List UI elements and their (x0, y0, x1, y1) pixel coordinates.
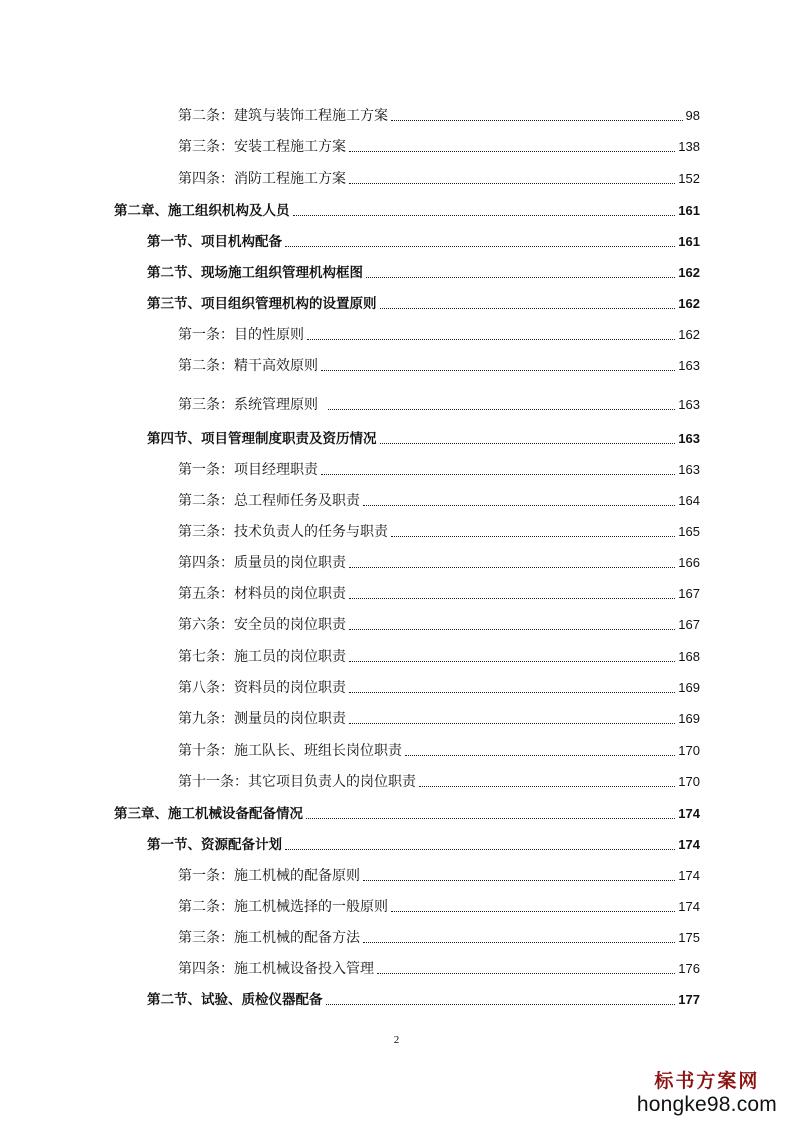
toc-entry-title: 第三条：技术负责人的任务与职责 (178, 524, 388, 540)
dot-leader (391, 910, 675, 912)
toc-entry-page: 170 (678, 774, 700, 789)
toc-entry-page: 138 (678, 139, 700, 154)
dot-leader (391, 535, 675, 537)
dot-leader (391, 119, 683, 121)
dot-leader (328, 408, 675, 410)
toc-entry-page: 169 (678, 711, 700, 726)
toc-entry-page: 170 (678, 743, 700, 758)
toc-entry-title: 第三条：系统管理原则 (178, 397, 318, 413)
toc-entry-page: 163 (678, 397, 700, 412)
toc-chapter[interactable] (114, 801, 700, 823)
toc-entry[interactable] (178, 392, 700, 414)
dot-leader (349, 691, 675, 693)
dot-leader (349, 628, 675, 630)
toc-entry[interactable] (178, 322, 700, 344)
toc-entry-page: 167 (678, 617, 700, 632)
toc-entry[interactable] (178, 581, 700, 603)
toc-entry-page: 167 (678, 586, 700, 601)
dot-leader (363, 504, 675, 506)
watermark (637, 1072, 777, 1115)
toc-entry-page: 174 (678, 899, 700, 914)
watermark-site-name: 标书方案网 (654, 1070, 760, 1092)
toc-entry[interactable] (178, 519, 700, 541)
dot-leader (380, 442, 676, 444)
toc-section[interactable] (147, 987, 700, 1009)
toc-entry-page: 163 (678, 431, 700, 446)
toc-entry-title: 第三条：安装工程施工方案 (178, 139, 346, 155)
dot-leader (285, 245, 675, 247)
dot-leader (307, 338, 675, 340)
toc-entry[interactable] (178, 134, 700, 156)
toc-entry-page: 98 (685, 108, 700, 123)
toc-entry[interactable] (178, 863, 700, 885)
toc-entry[interactable] (178, 550, 700, 572)
toc-entry-page: 161 (678, 234, 700, 249)
toc-entry-title: 第二条：施工机械选择的一般原则 (178, 899, 388, 915)
toc-section[interactable] (147, 291, 700, 313)
toc-entry-title: 第二条：建筑与装饰工程施工方案 (178, 108, 388, 124)
toc-entry-title: 第八条：资料员的岗位职责 (178, 680, 346, 696)
toc-entry-page: 165 (678, 524, 700, 539)
toc-entry-page: 162 (678, 296, 700, 311)
toc-entry-title: 第二章、施工组织机构及人员 (114, 203, 290, 219)
toc-entry[interactable] (178, 457, 700, 479)
dot-leader (349, 150, 675, 152)
toc-entry[interactable] (178, 353, 700, 375)
toc-entry-title: 第四条：施工机械设备投入管理 (178, 961, 374, 977)
toc-entry-title: 第一节、项目机构配备 (147, 234, 282, 250)
dot-leader (363, 941, 675, 943)
toc-entry-title: 第十一条：其它项目负责人的岗位职责 (178, 774, 416, 790)
dot-leader (349, 722, 675, 724)
toc-entry-page: 162 (678, 265, 700, 280)
dot-leader (377, 972, 675, 974)
toc-entry-page: 175 (678, 930, 700, 945)
dot-leader (419, 785, 675, 787)
toc-entry[interactable] (178, 103, 700, 125)
toc-entry-page: 163 (678, 462, 700, 477)
toc-entry-title: 第一条：施工机械的配备原则 (178, 868, 360, 884)
dot-leader (293, 214, 676, 216)
toc-entry-title: 第五条：材料员的岗位职责 (178, 586, 346, 602)
toc-entry-title: 第七条：施工员的岗位职责 (178, 649, 346, 665)
toc-entry-page: 169 (678, 680, 700, 695)
page-number: 2 (393, 1034, 400, 1046)
toc-entry-page: 162 (678, 327, 700, 342)
toc-entry[interactable] (178, 738, 700, 760)
toc-entry-page: 176 (678, 961, 700, 976)
toc-entry-title: 第四节、项目管理制度职责及资历情况 (147, 431, 377, 447)
toc-entry[interactable] (178, 644, 700, 666)
toc-chapter[interactable] (114, 198, 700, 220)
dot-leader (366, 276, 675, 278)
toc-entry-title: 第一节、资源配备计划 (147, 837, 282, 853)
watermark-url: hongke98.com (636, 1093, 777, 1116)
toc-section[interactable] (147, 426, 700, 448)
toc-entry-title: 第三章、施工机械设备配备情况 (114, 806, 303, 822)
toc-entry-title: 第二节、现场施工组织管理机构框图 (147, 265, 363, 281)
toc-entry[interactable] (178, 166, 700, 188)
toc-entry-title: 第一条：项目经理职责 (178, 462, 318, 478)
toc-entry[interactable] (178, 925, 700, 947)
dot-leader (321, 473, 675, 475)
toc-entry-title: 第四条：消防工程施工方案 (178, 171, 346, 187)
toc-entry-title: 第三条：施工机械的配备方法 (178, 930, 360, 946)
toc-entry[interactable] (178, 894, 700, 916)
toc-entry-page: 174 (678, 806, 700, 821)
toc-section[interactable] (147, 832, 700, 854)
dot-leader (326, 1003, 676, 1005)
toc-entry-title: 第六条：安全员的岗位职责 (178, 617, 346, 633)
toc-entry-page: 174 (678, 868, 700, 883)
toc-entry-title: 第三节、项目组织管理机构的设置原则 (147, 296, 377, 312)
toc-entry-title: 第十条：施工队长、班组长岗位职责 (178, 743, 402, 759)
dot-leader (349, 660, 675, 662)
toc-entry[interactable] (178, 706, 700, 728)
toc-entry[interactable] (178, 956, 700, 978)
toc-entry-title: 第二节、试验、质检仪器配备 (147, 992, 323, 1008)
dot-leader (380, 307, 676, 309)
dot-leader (349, 597, 675, 599)
toc-entry-title: 第四条：质量员的岗位职责 (178, 555, 346, 571)
toc-entry-page: 163 (678, 358, 700, 373)
toc-section[interactable] (147, 260, 700, 282)
toc-entry-title: 第九条：测量员的岗位职责 (178, 711, 346, 727)
toc-entry-title: 第二条：总工程师任务及职责 (178, 493, 360, 509)
toc-section[interactable] (147, 229, 700, 251)
toc-entry-page: 174 (678, 837, 700, 852)
dot-leader (349, 182, 675, 184)
toc-entry-title: 第一条：目的性原则 (178, 327, 304, 343)
dot-leader (349, 566, 675, 568)
toc-entry[interactable] (178, 769, 700, 791)
toc-entry[interactable] (178, 612, 700, 634)
toc-entry-page: 168 (678, 649, 700, 664)
dot-leader (405, 754, 675, 756)
toc-entry-page: 177 (678, 992, 700, 1007)
dot-leader (285, 848, 675, 850)
toc-entry-page: 152 (678, 171, 700, 186)
toc-entry-title: 第二条：精干高效原则 (178, 358, 318, 374)
toc-entry-page: 161 (678, 203, 700, 218)
dot-leader (321, 369, 675, 371)
toc-entry[interactable] (178, 675, 700, 697)
toc-entry[interactable] (178, 488, 700, 510)
toc-entry-page: 166 (678, 555, 700, 570)
dot-leader (363, 879, 675, 881)
toc-entry-page: 164 (678, 493, 700, 508)
dot-leader (306, 817, 675, 819)
